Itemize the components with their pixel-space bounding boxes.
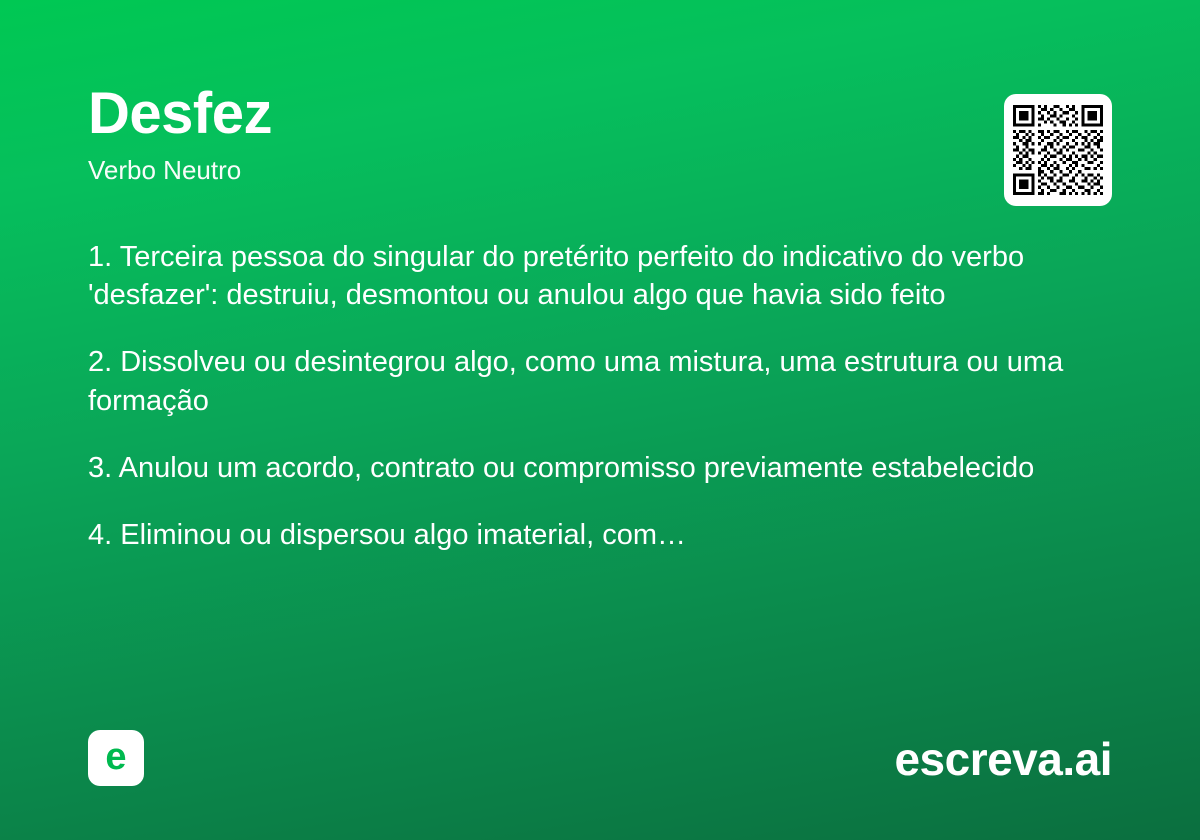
definition-item: 1. Terceira pessoa do singular do pretérito perfeito do indicativo do verbo 'desfazer': destruiu, desmontou ou anulou algo que havia sido feito	[88, 240, 1025, 312]
definition-item: 4. Eliminou ou dispersou algo imaterial, com…	[88, 519, 686, 552]
word-class-label: Verbo Neutro	[88, 154, 242, 185]
brand-name: escreva.ai	[894, 733, 1112, 785]
logo-letter: e	[105, 736, 127, 778]
definition-item: 2. Dissolveu ou desintegrou algo, como uma mistura, uma estrutura ou uma formação	[88, 346, 1064, 417]
logo-icon	[88, 730, 144, 786]
page-title: Desfez	[88, 81, 272, 146]
card-footer	[88, 730, 1112, 788]
definition-item: 3. Anulou um acordo, contrato ou compromisso previamente estabelecido	[88, 451, 1035, 484]
definitions-list	[88, 238, 1088, 555]
card-content	[88, 81, 1112, 792]
